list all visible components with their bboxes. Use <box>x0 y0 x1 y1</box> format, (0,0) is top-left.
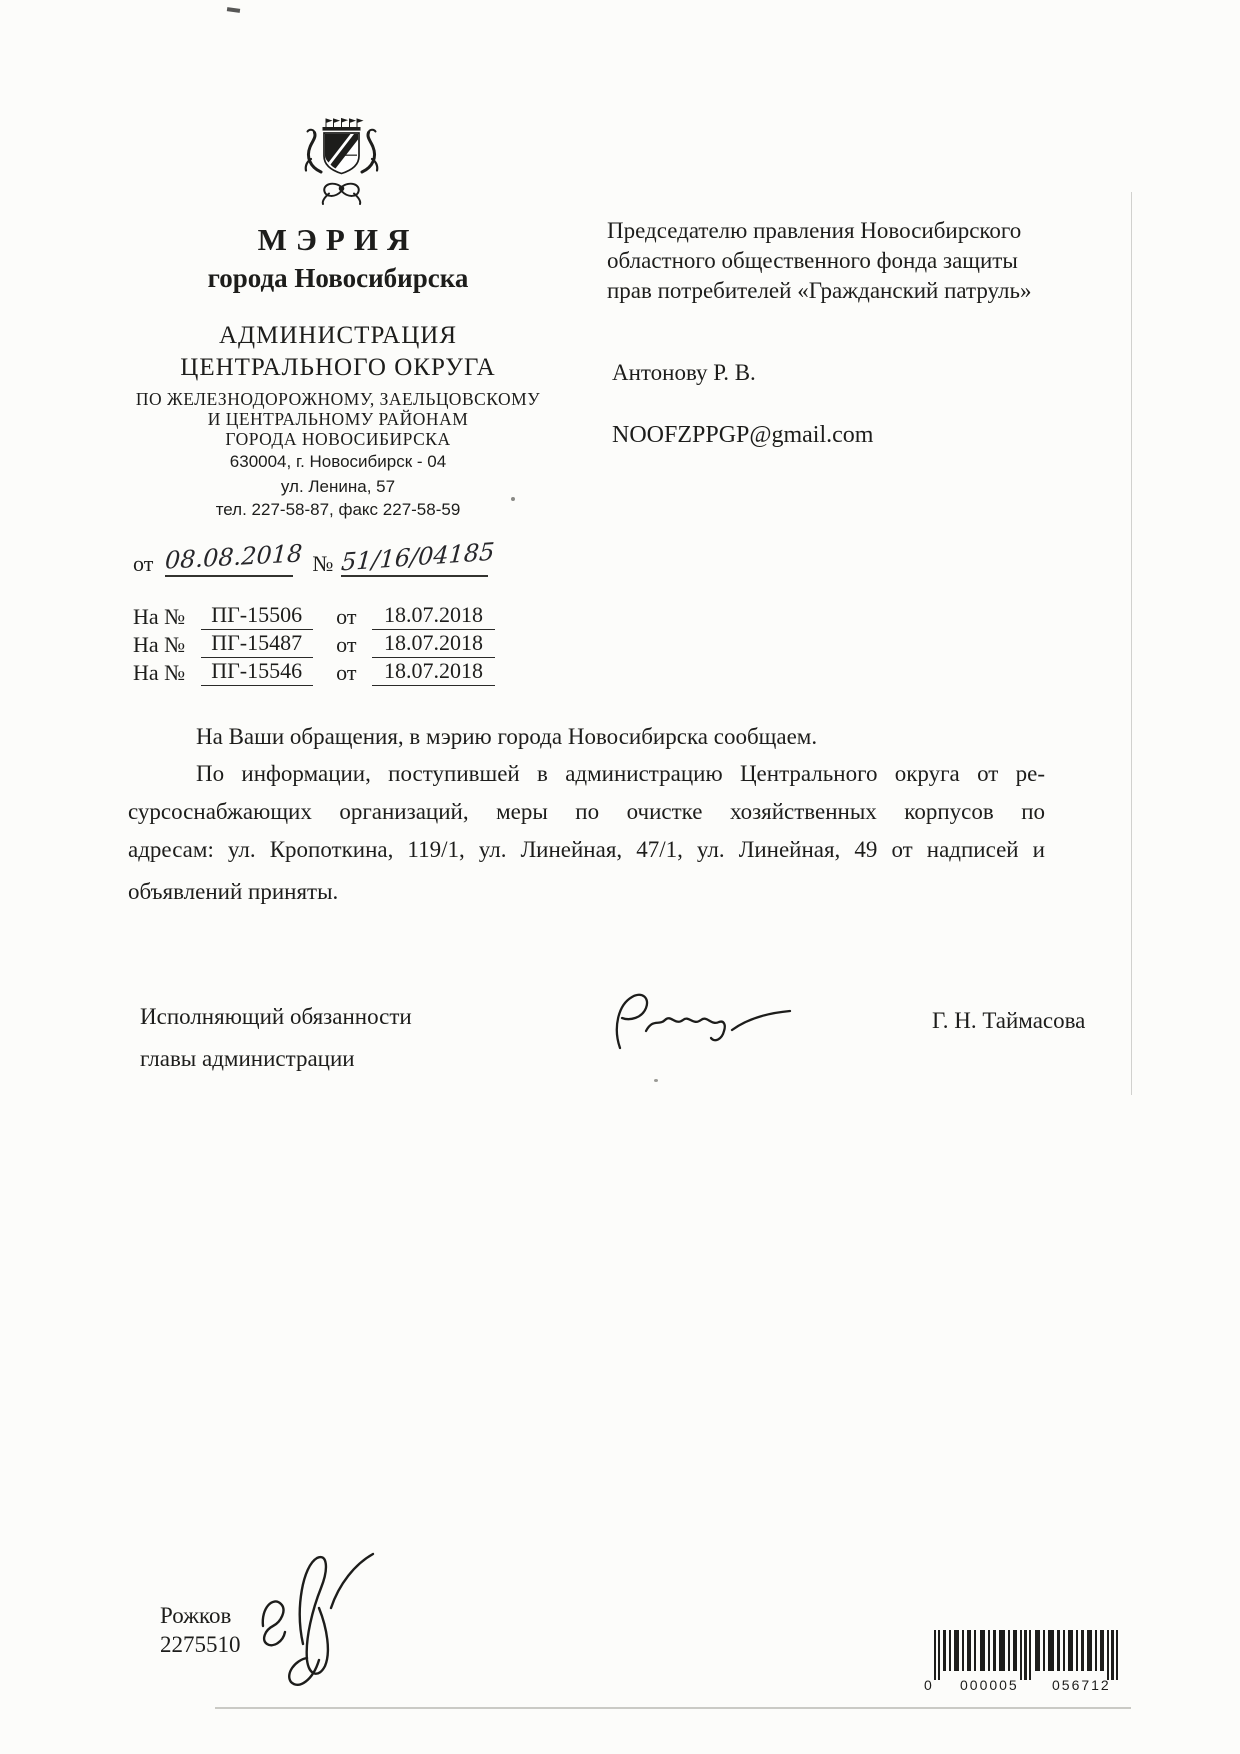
signer-position-line2: главы администрации <box>140 1046 355 1071</box>
outgoing-date-label: от <box>133 551 154 576</box>
ref-date: 18.07.2018 <box>372 658 495 686</box>
districts-line2: И ЦЕНТРАЛЬНОМУ РАЙОНАМ <box>207 409 469 429</box>
body-paragraph-1: На Ваши обращения, в мэрию города Новосибирска сообщаем. <box>196 724 818 749</box>
executor-name: Рожков <box>160 1603 232 1628</box>
handwritten-date: 08.08.2018 <box>164 539 303 575</box>
barcode <box>922 1628 1132 1694</box>
barcode-digits-group1: 0 <box>924 1677 934 1693</box>
incoming-ref-row <box>133 658 495 686</box>
ref-label: На № <box>133 604 186 629</box>
incoming-ref-row <box>133 602 495 630</box>
paper-fold-line-bottom <box>215 1707 1131 1709</box>
executor-signature-scribble-icon <box>243 1548 413 1698</box>
outgoing-number-label: № <box>312 551 334 576</box>
ref-label: На № <box>133 632 186 657</box>
ref-number: ПГ-15506 <box>201 602 313 630</box>
barcode-bars <box>934 1630 1118 1680</box>
scan-speck <box>654 1079 658 1082</box>
recipient-line1: Председателю правления Новосибирского <box>607 218 1022 243</box>
recipient-name: Антонову Р. В. <box>612 360 756 385</box>
department-line1: АДМИНИСТРАЦИЯ <box>219 322 457 349</box>
barcode-digits-group2: 000005 <box>960 1677 1019 1693</box>
novosibirsk-coat-of-arms-icon <box>295 116 388 206</box>
body-paragraph-2-line2: сурсоснабжающих организаций, меры по очистке хозяйственных корпусов по <box>128 799 1045 824</box>
outgoing-reference-line <box>133 537 496 577</box>
barcode-digits-group3: 056712 <box>1052 1677 1111 1693</box>
ref-date: 18.07.2018 <box>372 602 495 630</box>
handwritten-number: 51/16/04185 <box>340 537 496 577</box>
postal-address-line1: 630004, г. Новосибирск - 04 <box>229 452 447 471</box>
ref-date-label: от <box>336 660 357 685</box>
body-paragraph-2-line4: объявлений приняты. <box>128 879 339 904</box>
outgoing-date-field <box>164 539 303 577</box>
body-paragraph-2-line3: адресам: ул. Кропоткина, 119/1, ул. Линейная, 47/1, ул. Линейная, 49 от надписей и <box>128 837 1045 862</box>
districts-line1: ПО ЖЕЛЕЗНОДОРОЖНОМУ, ЗАЕЛЬЦОВСКОМУ <box>135 389 541 409</box>
signer-position <box>140 996 412 1080</box>
body-paragraph-2-line1: По информации, поступившей в администрацию Центрального округа от ре- <box>196 761 1045 786</box>
recipient-email: NOOFZPPGP@gmail.com <box>612 422 874 448</box>
signer-position-line1: Исполняющий обязанности <box>140 1004 412 1029</box>
ref-date-label: от <box>336 632 357 657</box>
ref-date: 18.07.2018 <box>372 630 495 658</box>
org-name-line2: города Новосибирска <box>207 263 469 293</box>
scan-speck <box>227 7 240 13</box>
executor-block <box>160 1601 241 1659</box>
paper-fold-line-vertical <box>1131 192 1132 1095</box>
org-name-line1: МЭРИЯ <box>257 222 419 257</box>
ref-number: ПГ-15487 <box>201 630 313 658</box>
recipient-line2: областного общественного фонда защиты <box>607 248 1018 273</box>
postal-address-line2: ул. Ленина, 57 <box>280 477 396 496</box>
recipient-block <box>607 216 1087 306</box>
signature-icon <box>592 968 812 1078</box>
executor-phone: 2275510 <box>160 1632 241 1657</box>
districts-line3: ГОРОДА НОВОСИБИРСКА <box>225 429 451 449</box>
ref-number: ПГ-15546 <box>201 658 313 686</box>
ref-label: На № <box>133 660 186 685</box>
outgoing-number-field <box>340 537 496 577</box>
recipient-line3: прав потребителей «Гражданский патруль» <box>607 278 1032 303</box>
ref-date-label: от <box>336 604 357 629</box>
signer-name: Г. Н. Таймасова <box>932 1008 1086 1033</box>
incoming-ref-row <box>133 630 495 658</box>
phone-fax-line: тел. 227-58-87, факс 227-58-59 <box>215 500 461 519</box>
department-line2: ЦЕНТРАЛЬНОГО ОКРУГА <box>180 354 496 381</box>
